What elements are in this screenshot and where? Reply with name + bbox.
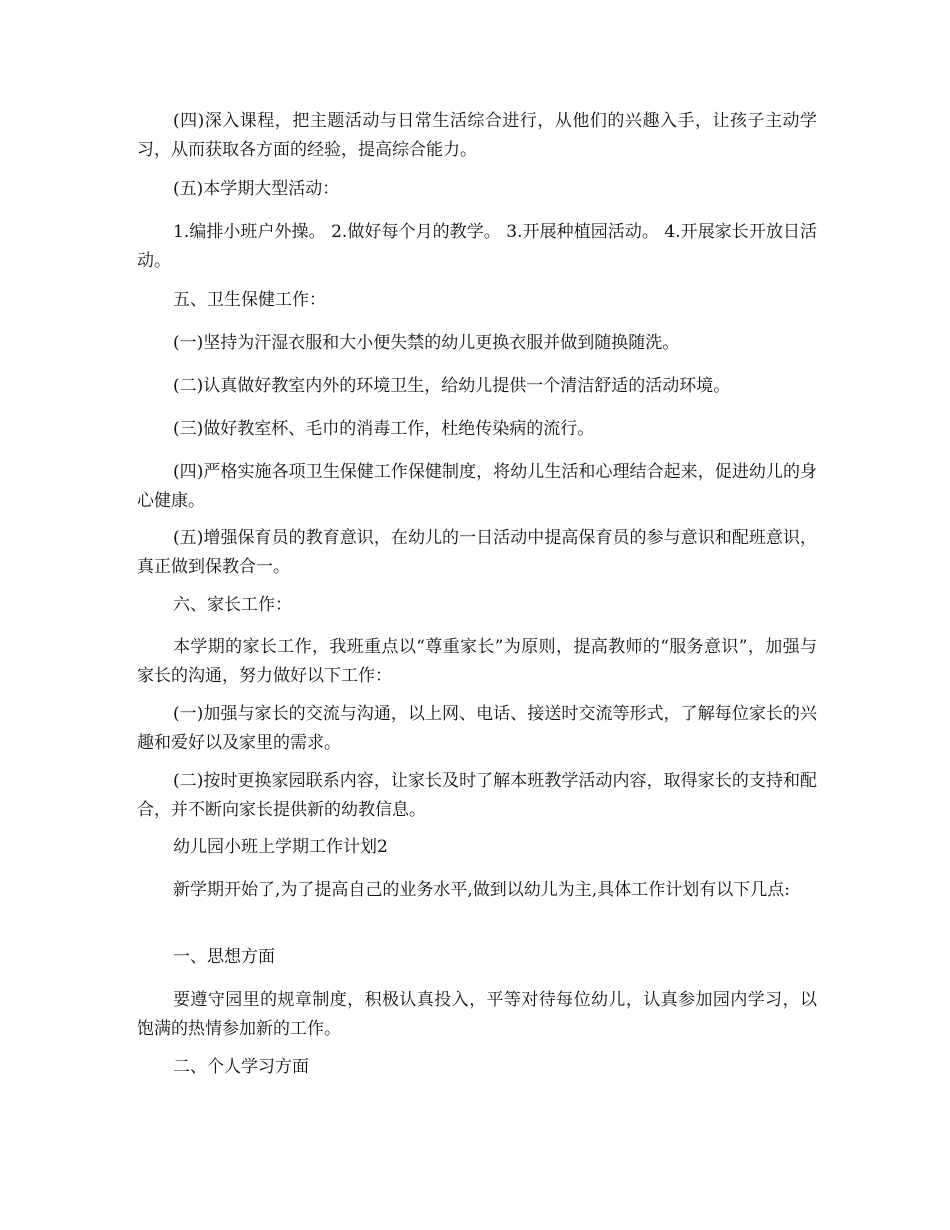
paragraph: 1.编排小班户外操。 2.做好每个月的教学。 3.开展种植园活动。 4.开展家长开放日活动。 xyxy=(137,222,817,271)
paragraph: 本学期的家长工作，我班重点以“尊重家长”为原则，提高教师的“服务意识”，加强与家长的沟通，努力做好以下工作： xyxy=(137,637,817,686)
paragraph: (二)认真做好教室内外的环境卫生，给幼儿提供一个清洁舒适的活动环境。 xyxy=(173,376,731,396)
paragraph: (五)增强保育员的教育意识，在幼儿的一日活动中提高保育员的参与意识和配班意识，真正做到保教合一。 xyxy=(137,528,817,577)
paragraph: (四)严格实施各项卫生保健工作保健制度，将幼儿生活和心理结合起来，促进幼儿的身心健康。 xyxy=(137,462,817,511)
paragraph: (五)本学期大型活动： xyxy=(173,179,340,199)
section-heading: 二、个人学习方面 xyxy=(173,1057,309,1077)
section-heading: 一、思想方面 xyxy=(173,947,275,967)
paragraph: (四)深入课程，把主题活动与日常生活综合进行，从他们的兴趣入手，让孩子主动学习，从而获取各方面的经验，提高综合能力。 xyxy=(137,111,817,160)
paragraph: (三)做好教室杯、毛巾的消毒工作，杜绝传染病的流行。 xyxy=(173,419,595,439)
paragraph: 要遵守园里的规章制度，积极认真投入，平等对待每位幼儿，认真参加园内学习，以饱满的热情参加新的工作。 xyxy=(137,990,817,1039)
paragraph: 新学期开始了,为了提高自己的业务水平,做到以幼儿为主,具体工作计划有以下几点: xyxy=(173,880,790,900)
paragraph: (二)按时更换家园联系内容，让家长及时了解本班教学活动内容，取得家长的支持和配合，并不断向家长提供新的幼教信息。 xyxy=(137,771,817,820)
section-heading: 五、卫生保健工作： xyxy=(173,290,326,310)
document-subtitle: 幼儿园小班上学期工作计划2 xyxy=(173,837,388,857)
paragraph: (一)加强与家长的交流与沟通，以上网、电话、接送时交流等形式，了解每位家长的兴趣和爱好以及家里的需求。 xyxy=(137,704,817,753)
section-heading: 六、家长工作： xyxy=(173,595,292,615)
paragraph: (一)坚持为汗湿衣服和大小便失禁的幼儿更换衣服并做到随换随洗。 xyxy=(173,333,680,353)
